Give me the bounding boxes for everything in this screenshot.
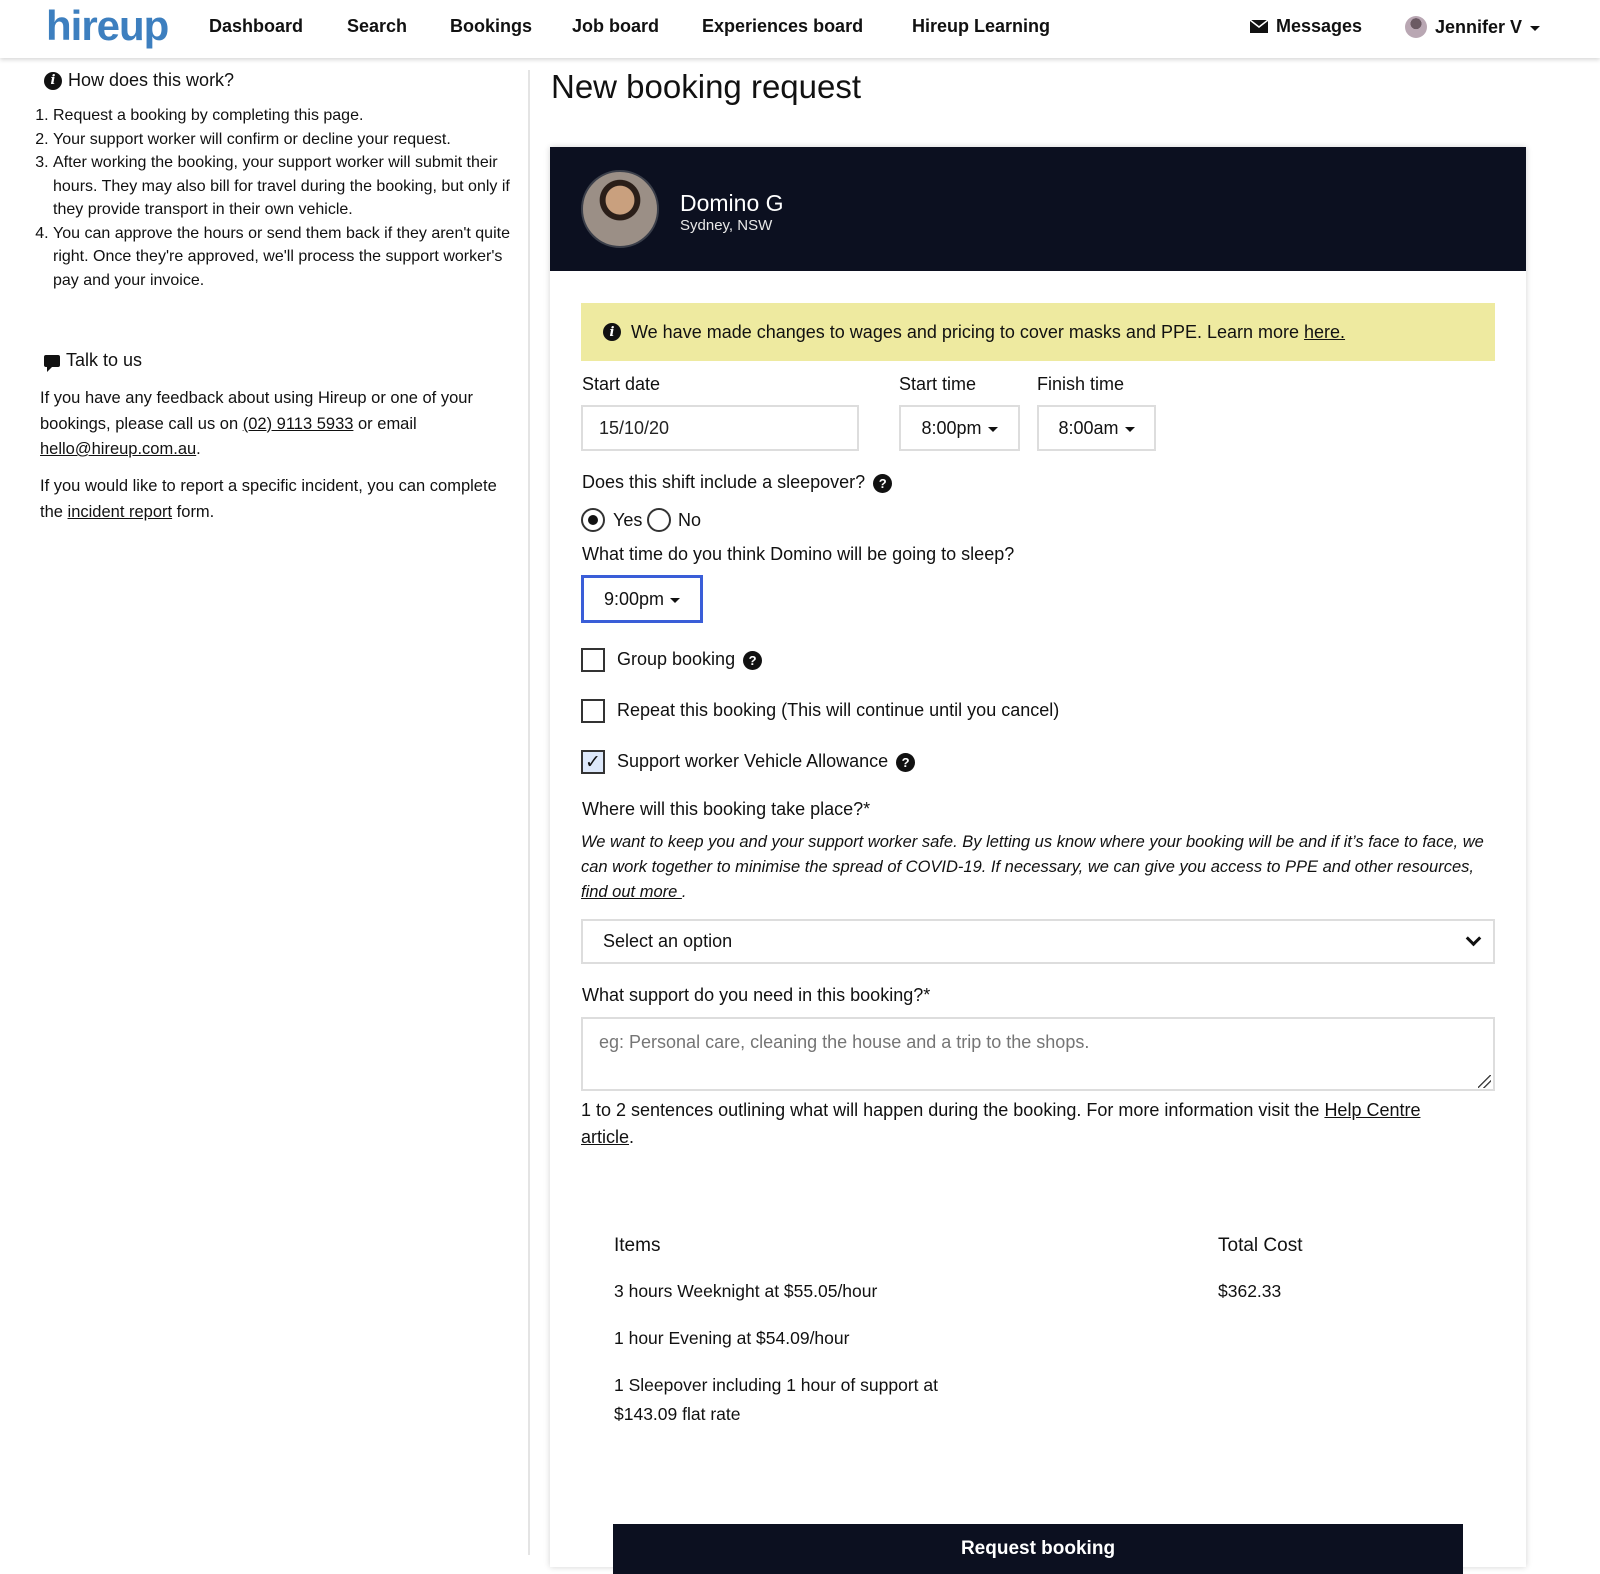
notice-here-link[interactable]: here. xyxy=(1304,321,1346,342)
vehicle-allowance-checkbox[interactable] xyxy=(581,750,605,774)
resize-handle-icon[interactable] xyxy=(1478,1075,1491,1088)
location-question: Where will this booking take place?* xyxy=(582,799,871,819)
help-icon[interactable]: ? xyxy=(743,651,762,670)
phone-link[interactable]: (02) 9113 5933 xyxy=(242,414,354,433)
messages-link[interactable] xyxy=(1250,16,1362,37)
how-heading-label: How does this work? xyxy=(68,70,235,90)
total-cost-column-header: Total Cost xyxy=(1218,1235,1303,1256)
how-heading xyxy=(44,70,234,91)
cost-row-item: 1 Sleepover including 1 hour of support at $143.09 flat rate xyxy=(614,1375,938,1424)
worker-avatar xyxy=(581,170,659,248)
incident-text-end: form. xyxy=(172,502,215,521)
worker-header xyxy=(550,147,1526,271)
sleepover-yes-label: Yes xyxy=(613,510,643,530)
checkmark-icon: ✓ xyxy=(585,751,601,773)
user-avatar xyxy=(1405,16,1427,38)
chevron-down-icon xyxy=(1530,26,1540,31)
list-item: 4. You can approve the hours or send them back if they aren't quite right. Once they're approved, we'll process the support worker's pay and your invoice. xyxy=(53,222,518,293)
repeat-booking-checkbox[interactable] xyxy=(581,699,605,723)
vehicle-allowance-text: Support worker Vehicle Allowance xyxy=(617,751,889,771)
start-time-value: 8:00pm xyxy=(921,417,982,438)
talk-heading-label: Talk to us xyxy=(66,350,143,370)
incident-report-link[interactable]: incident report xyxy=(67,502,173,521)
sleepover-no-radio[interactable] xyxy=(647,508,671,532)
support-help-text xyxy=(581,1097,1461,1151)
sidebar xyxy=(0,58,528,1555)
feedback-text-end: . xyxy=(196,440,201,458)
worker-name: Domino G xyxy=(680,190,784,216)
chevron-down-icon xyxy=(988,427,998,432)
nav-hireup-learning[interactable]: Hireup Learning xyxy=(912,16,1051,36)
group-booking-checkbox[interactable] xyxy=(581,648,605,672)
incident-text: If you would like to report a specific incident, you can complete the xyxy=(40,477,497,521)
location-select[interactable] xyxy=(581,919,1495,964)
email-link[interactable]: hello@hireup.com.au xyxy=(40,440,197,458)
support-textarea[interactable] xyxy=(581,1017,1495,1091)
support-help-pre: 1 to 2 sentences outlining what will happen during the booking. For more information visit the xyxy=(581,1100,1325,1120)
how-steps-list xyxy=(28,104,518,292)
list-item: 1. Request a booking by completing this page. xyxy=(53,104,518,128)
user-menu[interactable] xyxy=(1405,16,1540,38)
talk-heading xyxy=(44,350,142,371)
items-column-header: Items xyxy=(614,1235,661,1256)
sleep-time-value: 9:00pm xyxy=(603,588,665,609)
chevron-down-icon xyxy=(1466,931,1482,947)
total-cost-value: $362.33 xyxy=(1218,1281,1282,1301)
envelope-icon xyxy=(1250,20,1268,33)
feedback-paragraph xyxy=(40,386,510,463)
covid-note-end: . xyxy=(681,883,687,901)
nav-experiences-board[interactable]: Experiences board xyxy=(702,16,864,36)
support-help-post: . xyxy=(629,1127,635,1147)
vehicle-allowance-label xyxy=(617,751,915,772)
nav-job-board[interactable]: Job board xyxy=(572,16,660,36)
nav-search[interactable]: Search xyxy=(347,16,408,36)
sleepover-yes-radio[interactable] xyxy=(581,508,605,532)
nav-dashboard[interactable]: Dashboard xyxy=(209,16,304,36)
chevron-down-icon xyxy=(1125,427,1135,432)
info-icon: i xyxy=(44,72,62,90)
start-date-label: Start date xyxy=(582,374,661,394)
cost-row-item: 3 hours Weeknight at $55.05/hour xyxy=(614,1281,878,1301)
start-date-input[interactable]: 15/10/20 xyxy=(581,405,859,451)
page-title: New booking request xyxy=(551,68,862,105)
sleep-time-dropdown[interactable] xyxy=(581,575,703,623)
sleepover-no-label: No xyxy=(678,510,702,530)
messages-label: Messages xyxy=(1276,16,1363,36)
request-booking-button[interactable]: Request booking xyxy=(613,1524,1463,1574)
feedback-text-mid: or email xyxy=(353,414,417,433)
finish-time-dropdown[interactable] xyxy=(1037,405,1156,451)
nav-bookings[interactable]: Bookings xyxy=(450,16,533,36)
chevron-down-icon xyxy=(670,598,680,603)
help-icon[interactable]: ? xyxy=(896,753,915,772)
hireup-logo[interactable]: hireup xyxy=(46,2,169,49)
cost-row-item: 1 hour Evening at $54.09/hour xyxy=(614,1328,850,1348)
booking-card xyxy=(550,147,1526,1567)
sleepover-question xyxy=(582,472,892,493)
user-name: Jennifer V xyxy=(1435,16,1523,37)
finish-time-value: 8:00am xyxy=(1058,417,1119,438)
sleepover-question-text: Does this shift include a sleepover? xyxy=(582,472,866,492)
info-icon: i xyxy=(603,323,621,341)
list-item: 3. After working the booking, your support worker will submit their hours. They may also bill for travel during the booking, but only if they provide transport in their own vehicle. xyxy=(53,151,518,222)
worker-location: Sydney, NSW xyxy=(680,217,773,234)
pricing-notice xyxy=(581,303,1495,361)
list-item: 2. Your support worker will confirm or decline your request. xyxy=(53,128,518,152)
notice-text: We have made changes to wages and pricing to cover masks and PPE. Learn more xyxy=(631,321,1305,342)
incident-paragraph xyxy=(40,474,510,525)
location-select-value: Select an option xyxy=(603,931,733,951)
group-booking-label xyxy=(617,649,762,670)
sidebar-divider xyxy=(528,70,530,1555)
support-question: What support do you need in this booking?* xyxy=(582,985,931,1005)
top-navigation xyxy=(0,0,1600,58)
help-centre-link[interactable]: Help Centre article xyxy=(581,1100,1421,1147)
chat-icon xyxy=(44,355,60,367)
start-time-label: Start time xyxy=(899,374,977,394)
group-booking-text: Group booking xyxy=(617,649,736,669)
repeat-booking-label: Repeat this booking (This will continue until you cancel) xyxy=(617,700,1060,720)
covid-note xyxy=(581,830,1491,905)
start-time-dropdown[interactable] xyxy=(899,405,1020,451)
help-icon[interactable]: ? xyxy=(873,474,892,493)
covid-note-text: We want to keep you and your support worker safe. By letting us know where your booking will be and if it’s face to face, we can work together to minimise the spread of COVID-19. If necessary, we can give you access to PPE and other resources, xyxy=(581,833,1484,876)
finish-time-label: Finish time xyxy=(1037,374,1125,394)
sleep-time-question: What time do you think Domino will be going to sleep? xyxy=(582,544,1015,564)
feedback-text: If you have any feedback about using Hireup or one of your bookings, please call us on xyxy=(40,389,473,433)
find-out-more-link[interactable]: find out more xyxy=(581,883,682,901)
